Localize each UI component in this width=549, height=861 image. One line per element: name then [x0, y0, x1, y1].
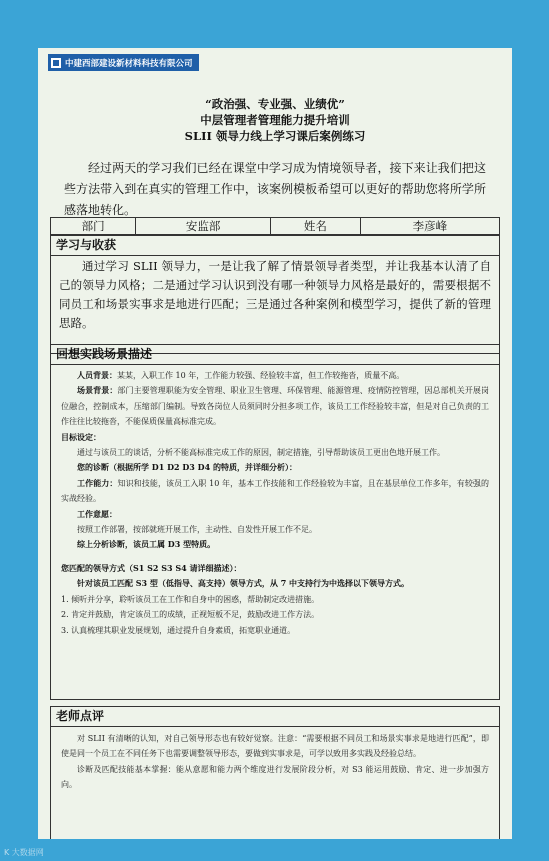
- dept-label: 部门: [51, 218, 136, 235]
- learning-body: 通过学习 SLII 领导力，一是让我了解了情景领导者类型，并让我基本认清了自己的领导力风格；二是通过学习认识到没有哪一种领导力风格是最好的，需要根据不同员工和场景实事求是地进行匹配；三是通过各种案例和模型学习，提供了新的管理思路。: [59, 259, 491, 330]
- match-intro: 针对该员工匹配 S3 型（低指导、高支持）领导方式，从 7 中支持行为中选择以下领导方式。: [77, 578, 410, 589]
- intro-paragraph: 经过两天的学习我们已经在课堂中学习成为情境领导者，接下来让我们把这些方法带入到在真实的管理工作中，该案例模板希望可以更好的帮助您将所学所感落地转化。: [64, 161, 486, 217]
- context-label: 场景背景：: [77, 385, 118, 396]
- title-block: [38, 96, 512, 144]
- will-label-line: [61, 507, 489, 522]
- match-label: 您匹配的领导方式（S1 S2 S3 S4 请详细描述）：: [61, 562, 242, 573]
- conclusion: 综上分析诊断，该员工属 D3 型特质。: [77, 539, 216, 550]
- info-table: [50, 217, 500, 235]
- goal-text: 通过与该员工的谈话，分析不能高标准完成工作的原因，制定措施，引导帮助该员工更出色地开展工作。: [77, 448, 445, 458]
- conclusion-line: [61, 537, 489, 552]
- person-background: [61, 368, 489, 383]
- name-label: 姓名: [270, 218, 360, 235]
- match-label-line: [61, 561, 489, 576]
- scene-section: [50, 344, 500, 700]
- list-item: 1. 倾听并分享，聆听该员工在工作和自身中的困惑，帮助制定改进措施。: [61, 594, 320, 604]
- teacher-comment-1: 对 SLII 有清晰的认知，对自己领导形态也有较好觉察。注意：“需要根据不同员工和场景实事求是地进行匹配”，即使是同一个员工在不同任务下也需要调整领导形态，要做到实事求是，可学以致用多实践及经验总结。: [61, 734, 489, 759]
- dept-value: 安监部: [136, 218, 271, 235]
- company-name: 中建西部建设新材料科技有限公司: [65, 58, 193, 69]
- teacher-comment-2: 诊断及匹配技能基本掌握：能从意愿和能力两个维度进行发展阶段分析，对 S3 能运用鼓励、肯定、进一步加强方向。: [61, 764, 489, 790]
- ability-label: 工作能力：: [77, 477, 118, 488]
- will-label: 工作意愿：: [77, 508, 117, 519]
- context-text: 部门主要管理职能为安全管理、职业卫生管理、环保管理、能源管理、疫情防控管理，因总部机关开展岗位融合，控制成本，压缩部门编制。导致各岗位人员须同时分担多项工作，该员工工作经验较丰富，但是对自己负责的工作往往比较拖沓，不能保质保量高标准完成。: [61, 386, 490, 427]
- slogan-title: “政治强、专业强、业绩优”: [205, 97, 345, 111]
- exercise-title: SLII 领导力线上学习课后案例练习: [184, 129, 366, 143]
- diagnosis-label-line: [61, 460, 489, 475]
- company-header: [48, 54, 199, 71]
- scene-body: [51, 365, 499, 638]
- teacher-body: [51, 727, 499, 793]
- goal-label: 目标设定：: [61, 431, 101, 442]
- teacher-heading: 老师点评: [51, 706, 499, 727]
- match-intro-line: [61, 576, 489, 591]
- name-value: 李彦峰: [360, 218, 499, 235]
- person-text: 某某，入职工作 10 年，工作能力较强、经验较丰富，但工作较拖沓，质量不高。: [117, 371, 405, 380]
- document-sheet: [38, 48, 512, 839]
- scene-heading: 回想实践场景描述: [51, 344, 499, 365]
- diagnosis-label: 您的诊断（根据所学 D1 D2 D3 D4 的特质，并详细分析）：: [77, 462, 297, 473]
- ability-text: 知识和技能，该员工入职 10 年，基本工作技能和工作经验较为丰富，且在基层单位工作多年，有较强的实战经验。: [61, 478, 490, 504]
- list-item: 3. 认真梳理其职业发展规划，通过提升自身素质，拓宽职业通道。: [61, 625, 296, 635]
- ability-line: [61, 476, 489, 507]
- person-label: 人员背景：: [77, 370, 117, 380]
- watermark: K 大数据网: [4, 848, 44, 857]
- learning-heading: 学习与收获: [51, 235, 499, 256]
- teacher-section: [50, 706, 500, 839]
- will-text: 按照工作部署，按部就班开展工作，主动性、自发性开展工作不足。: [77, 525, 317, 535]
- program-title: 中层管理者管理能力提升培训: [200, 113, 350, 127]
- spacer: [61, 553, 489, 561]
- list-item: 2. 肯定并鼓励，肯定该员工的成绩，正视短板不足，鼓励改进工作方法。: [61, 610, 320, 620]
- learning-section: [50, 235, 500, 354]
- goal-label-line: [61, 430, 489, 445]
- context-background: [61, 383, 489, 429]
- company-logo-icon: [51, 58, 61, 68]
